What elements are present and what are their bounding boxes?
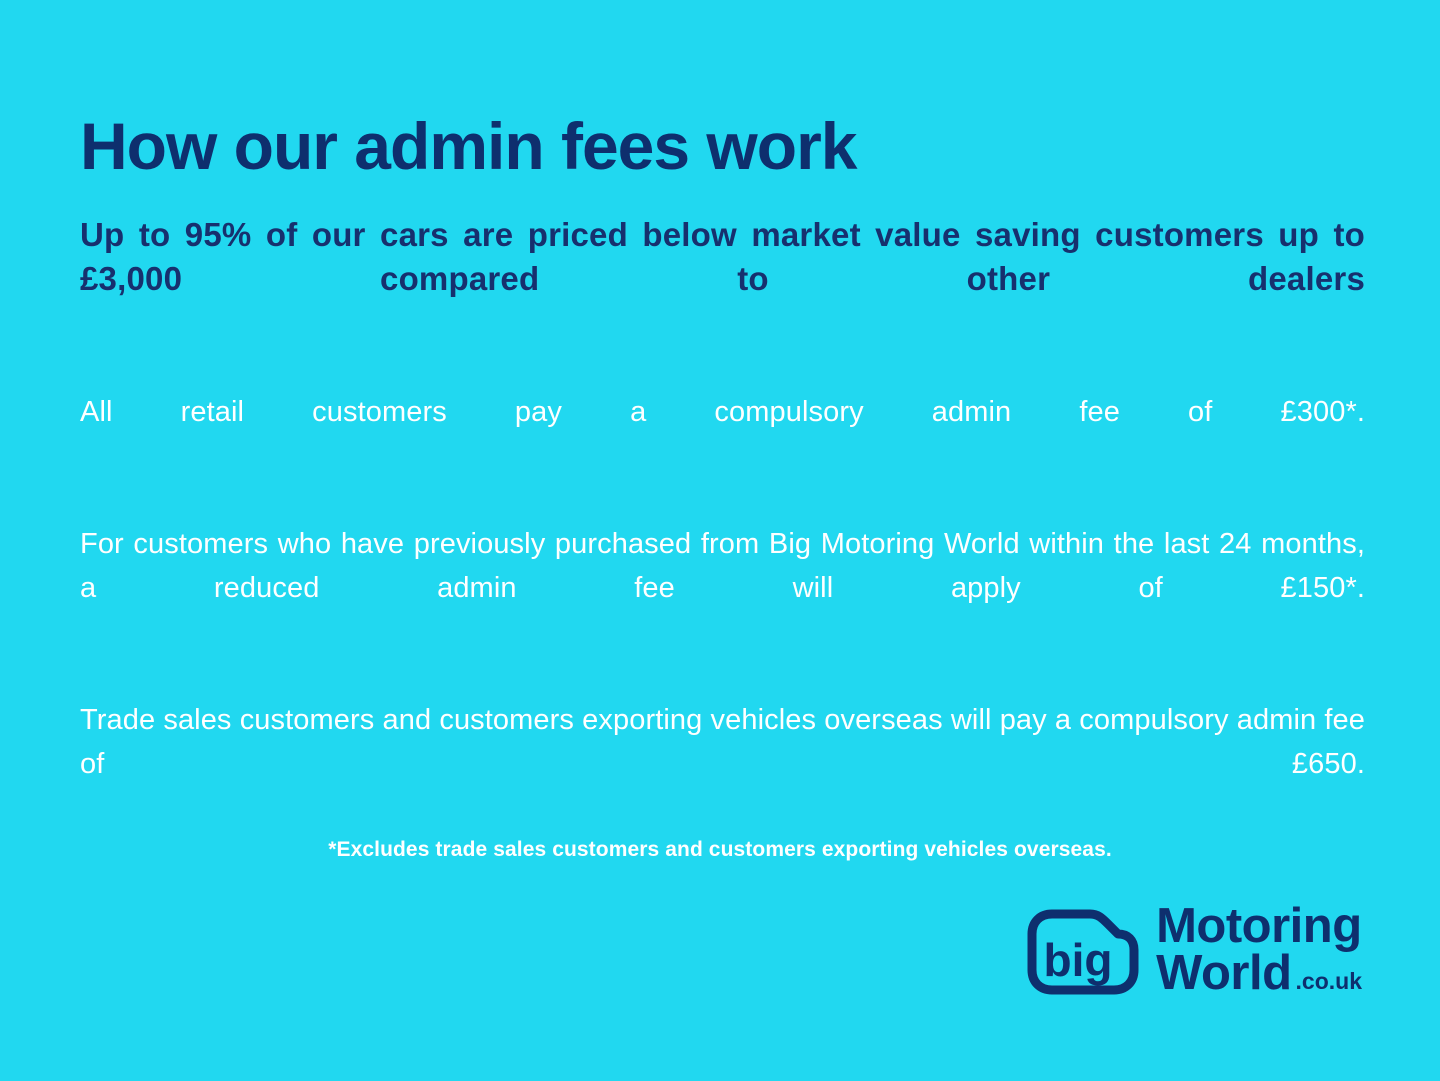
- svg-text:big: big: [1043, 934, 1113, 986]
- paragraph-returning-customer-fee: For customers who have previously purchased from Big Motoring World within the last 24 months, a reduced admin fee will apply of £150*.: [80, 528, 1365, 605]
- paragraph-retail-fee: All retail customers pay a compulsory admin fee of £300*.: [80, 395, 1365, 428]
- subheading: Up to 95% of our cars are priced below market value saving customers up to £3,000 compared to other dealers: [80, 216, 1365, 297]
- footnote: *Excludes trade sales customers and customers exporting vehicles overseas.: [328, 838, 1112, 861]
- logo-line-world: [1156, 946, 1362, 1000]
- logo-line-motoring: Motoring: [1156, 899, 1362, 954]
- page-title: How our admin fees work: [80, 109, 857, 183]
- logo-world-text: World: [1156, 946, 1292, 1000]
- paragraph-trade-export-fee: Trade sales customers and customers exporting vehicles overseas will pay a compulsory admin fee of £650.: [80, 704, 1365, 781]
- big-motoring-world-logo: [1018, 898, 1362, 1002]
- logo-wordmark: [1156, 899, 1362, 1000]
- logo-domain-suffix: .co.uk: [1295, 968, 1362, 994]
- big-car-icon: [1018, 898, 1142, 1002]
- body-text-block: [80, 344, 1365, 831]
